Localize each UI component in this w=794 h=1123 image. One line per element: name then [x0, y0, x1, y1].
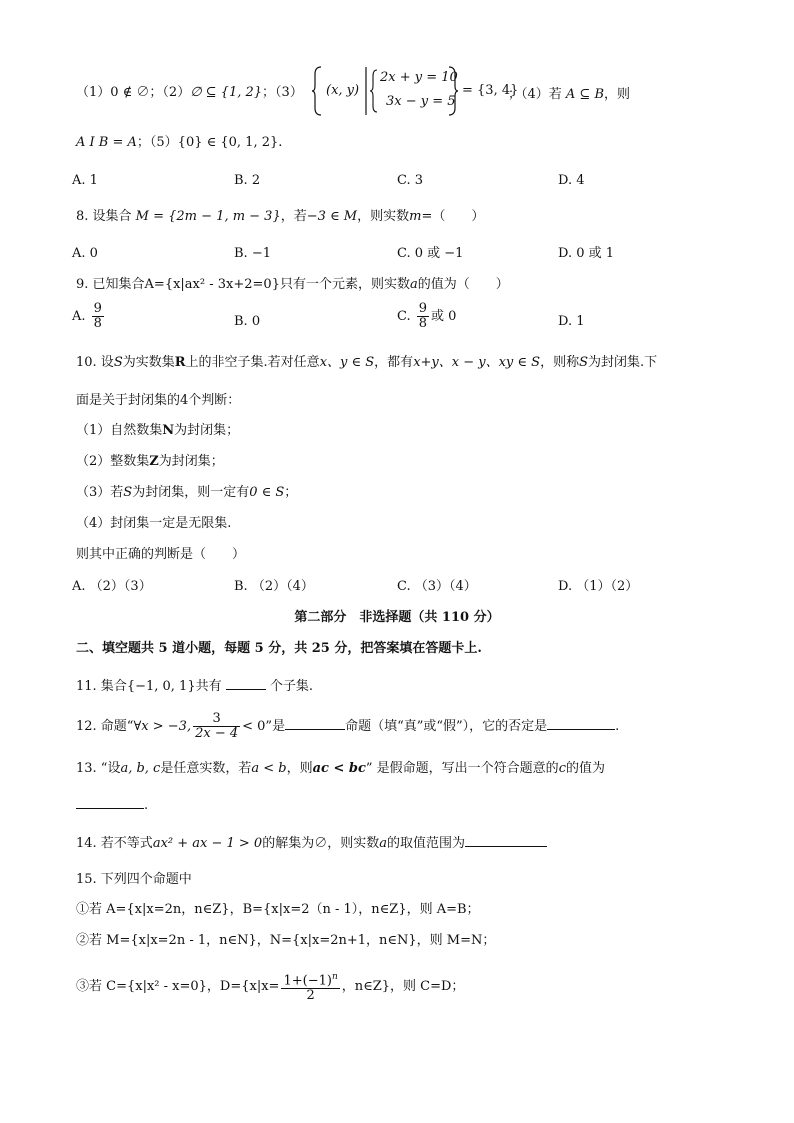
q8-option-b: B. −1 [234, 246, 271, 261]
q14 [76, 834, 547, 853]
q10-judgment-4: （4）封闭集一定是无限集. [76, 516, 232, 531]
q7-end: . [278, 135, 283, 150]
q10-j3-d: ； [284, 485, 298, 500]
q9-option-b: B. 0 [234, 314, 261, 329]
q10-j2-Z: Z [149, 454, 159, 469]
q10-stem-line2: 面是关于封闭集的4个判断： [76, 393, 241, 408]
q13-t4: ” 是假命题，写出一个符合题意的 [365, 761, 559, 776]
q9-stem [76, 276, 509, 294]
q7-brace-inner [370, 69, 378, 113]
q10-t5: ，则称 [540, 355, 580, 370]
q15-s3-a: ③若 C={x|x² - x=0}，D={x|x= [76, 979, 280, 995]
q8-t1: 8. 设集合 [76, 209, 136, 224]
q9-optC-suffix: 或 0 [431, 309, 457, 324]
q10-t2: 为实数集 [122, 355, 175, 370]
q7-brace-right [448, 66, 458, 116]
q10-option-a: A. （2）（3） [72, 579, 152, 594]
q12-fraction [193, 712, 240, 741]
q7-set-left: (x, y) [326, 83, 360, 98]
q10-t1: 10. 设 [76, 355, 114, 370]
q8-var: m [409, 209, 422, 224]
q9-option-d: D. 1 [558, 314, 585, 329]
q10-t6: 为封闭集.下 [587, 355, 658, 370]
q10-j3-S: S [123, 485, 133, 500]
q8-option-a: A. 0 [72, 246, 98, 261]
section2-heading: 二、填空题共 5 道小题，每题 5 分，共 25 分，把答案填在答题卡上. [76, 641, 482, 656]
q12-lt: < 0 [242, 719, 266, 734]
q10-t3: 上的非空子集.若对任意 [185, 355, 320, 370]
q13-ineq: ac < bc [312, 761, 366, 776]
q10-t4: ，都有 [374, 355, 414, 370]
q11-set: {−1, 0, 1} [126, 679, 196, 694]
q7-option-d: D. 4 [558, 173, 585, 188]
q7-s5-label: ；（5） [136, 135, 178, 150]
q11-t3: 个子集. [269, 679, 314, 694]
q11-answer-blank[interactable] [226, 677, 266, 690]
q7-set-right: = {3, 4} [462, 83, 519, 98]
q13 [76, 760, 605, 778]
q7-s4-label: ；（4）若 [508, 87, 566, 102]
q11-t2: 共有 [195, 679, 222, 694]
q10-j3-c: 0 ∈ S [249, 485, 285, 500]
q10-S1: S [113, 355, 123, 370]
q14-empty-set: ∅ [314, 836, 328, 851]
q12-answer-blank-2[interactable] [547, 717, 615, 730]
q13-t3: ，则 [286, 761, 313, 776]
q14-t1: 14. 若不等式 [76, 836, 153, 851]
q13-answer-line [76, 796, 148, 815]
q10-j1-N: N [162, 423, 175, 438]
q10-j2-a: （2）整数集 [76, 454, 150, 469]
q14-a: a [379, 836, 388, 851]
q10-R: R [174, 355, 186, 370]
q10-j1-b: 为封闭集； [174, 423, 240, 438]
q9-optA-num: 9 [93, 301, 102, 316]
q7-system [312, 66, 642, 118]
q11 [76, 677, 313, 696]
q7-s2-math: ∅ ⊆ {1, 2} [190, 85, 263, 100]
q7-bar [365, 66, 369, 116]
q10-option-c: C. （3）（4） [397, 579, 477, 594]
q13-cond: a < b [251, 761, 287, 776]
part2-title: 第二部分 非选择题（共 110 分） [294, 610, 500, 625]
q9-t2: 只有一个元素，则实数 [279, 277, 410, 292]
q7-option-a: A. 1 [72, 173, 98, 188]
q12-answer-blank-1[interactable] [285, 717, 345, 730]
q13-vars: a, b, c [120, 761, 161, 776]
q15-intro: 15. 下列四个命题中 [76, 872, 192, 887]
q7-brace-left [312, 66, 322, 116]
q12-num: 3 [193, 712, 240, 727]
q9-var: a [409, 277, 418, 292]
q7-s3-label: ；（3） [262, 85, 303, 100]
q15-statement-3 [76, 970, 464, 1003]
q15-s3-den: 2 [306, 988, 315, 1004]
q12-t1: 12. 命题“ [76, 719, 134, 734]
q14-answer-blank[interactable] [465, 834, 547, 847]
q9-t3: 的值为（ ） [417, 277, 509, 292]
q15-s3-exp: n [331, 972, 338, 982]
q8-t3: ，则实数 [357, 209, 410, 224]
q7-option-c: C. 3 [397, 173, 424, 188]
q9-optC-num: 9 [418, 301, 428, 316]
q13-t5: 的值为 [565, 761, 605, 776]
q7-statement-line1 [76, 84, 303, 102]
q14-t2: 的解集为 [262, 836, 315, 851]
q13-t1: 13. “设 [76, 761, 121, 776]
q10-option-b: B. （2）（4） [234, 579, 314, 594]
q7-s1: （1）0 ∉ ∅；（2） [76, 85, 191, 100]
q10-j1-a: （1）自然数集 [76, 423, 163, 438]
q7-s5-math: {0} ∈ {0, 1, 2} [177, 135, 279, 150]
q10-j3-a: （3）若 [76, 485, 124, 500]
q7-option-b: B. 2 [234, 173, 261, 188]
q10-judgment-3 [76, 484, 297, 502]
q10-j2-b: 为封闭集； [158, 454, 224, 469]
q10-question: 则其中正确的判断是（ ） [76, 547, 246, 562]
q12-end: . [615, 719, 620, 734]
q15-s3-num-wrap [281, 970, 339, 989]
q12-t3: 命题（填“真”或“假”），它的否定是 [345, 719, 548, 734]
q8-stem [76, 208, 484, 226]
q7-s4-math: A ⊆ B [565, 87, 605, 102]
q15-s3-num: 1+(−1) [283, 973, 332, 989]
q15-s3-fraction [281, 970, 339, 1003]
q9-set: A={x|ax² - 3x+2=0} [144, 277, 280, 292]
q12-cond: ∀x > −3, [133, 719, 192, 734]
q9-optC-den: 8 [418, 316, 428, 331]
q7-s4 [508, 83, 630, 102]
q8-t4: =（ ） [421, 209, 485, 224]
q9-optA-den: 8 [93, 316, 102, 331]
q12-t2: ”是 [265, 719, 286, 734]
q8-cond: −3 ∈ M [306, 209, 358, 224]
q12-den: 2x − 4 [195, 726, 239, 741]
q13-answer-blank[interactable] [76, 796, 144, 809]
q10-j3-b: 为封闭集，则一定有 [132, 485, 250, 500]
q15-statement-1: ①若 A={x|x=2n，n∈Z}，B={x|x=2（n - 1），n∈Z}，则 A=B； [76, 902, 480, 917]
q9-option-a [72, 302, 106, 331]
q7-s4-then: ，则 [604, 87, 631, 102]
q10-judgment-1 [76, 422, 239, 440]
q13-c: c [558, 761, 566, 776]
q15-s3-b: ，n∈Z}，则 C=D； [341, 979, 465, 995]
q8-t2: ，若 [280, 209, 307, 224]
q11-t1: 11. 集合 [76, 679, 127, 694]
q10-judgment-2 [76, 453, 224, 471]
q9-t1: 9. 已知集合 [76, 277, 145, 292]
q9-optA-fraction [92, 302, 104, 331]
q7-s4-math2: A Ⅰ B = A [76, 135, 137, 150]
q10-stem-line1 [76, 354, 657, 372]
q9-option-c [397, 302, 456, 331]
q8-option-d: D. 0 或 1 [558, 246, 615, 261]
q15-statement-2: ②若 M={x|x=2n - 1，n∈N}，N={x|x=2n+1，n∈N}，则 M=N； [76, 933, 496, 948]
q10-S2: S [579, 355, 588, 370]
q10-ops: x+y、x − y、xy ∈ S [413, 355, 541, 370]
q12 [76, 712, 619, 741]
q8-set: M = {2m − 1, m − 3} [135, 209, 281, 224]
q7-eq2: 3x − y = 5 [386, 94, 456, 109]
q7-eq1: 2x + y = 10 [380, 70, 458, 85]
q10-vars: x、y ∈ S [319, 355, 375, 370]
q9-optC-fraction [417, 302, 429, 331]
q8-option-c: C. 0 或 −1 [397, 246, 464, 261]
q9-optC-prefix: C. [397, 309, 411, 324]
q10-option-d: D. （1）（2） [558, 579, 639, 594]
q13-end: . [144, 798, 149, 813]
q14-ineq: ax² + ax − 1 > 0 [152, 836, 263, 851]
q7-statement-line2 [76, 134, 282, 152]
q14-t4: 的取值范围为 [387, 836, 466, 851]
q9-optA-prefix: A. [72, 309, 86, 324]
q14-t3: ，则实数 [327, 836, 380, 851]
q13-t2: 是任意实数，若 [160, 761, 252, 776]
